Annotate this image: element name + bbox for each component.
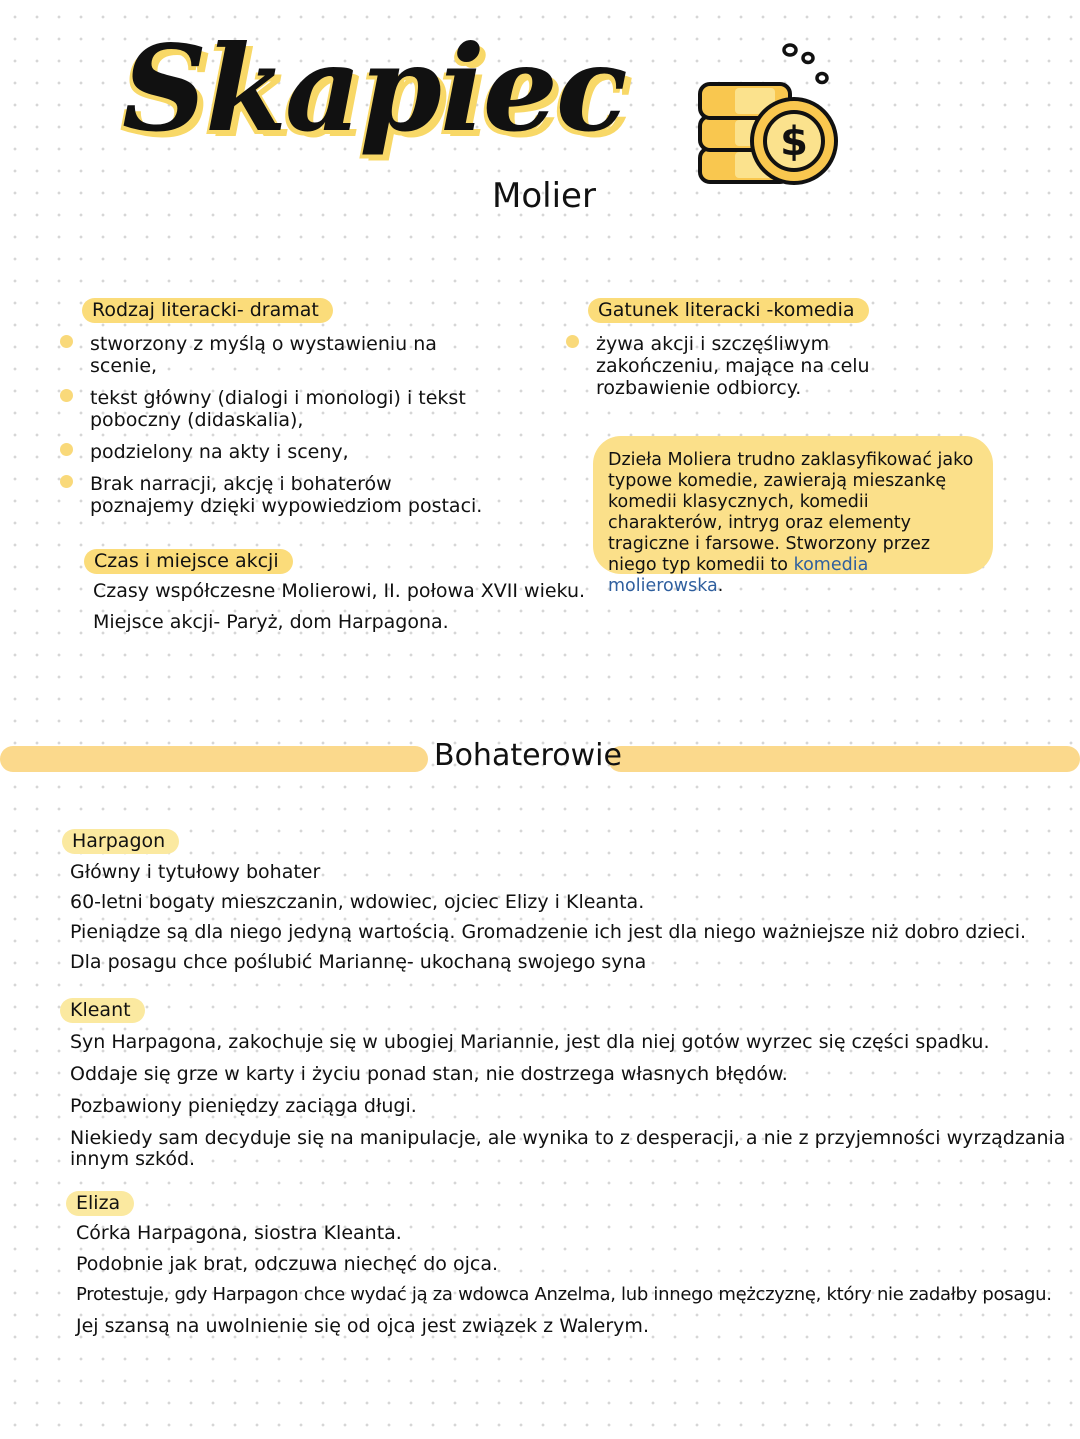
list-item: podzielony na akty i sceny,	[68, 441, 488, 463]
character-line: Protestuje, gdy Harpagon chce wydać ją za wdowca Anzelma, lub innego mężczyznę, który nie zadałby posagu.	[76, 1284, 1052, 1305]
type-label: Gatunek literacki -komedia	[588, 298, 869, 323]
type-list	[574, 333, 934, 409]
place-line: Miejsce akcji- Paryż, dom Harpagona.	[93, 611, 449, 633]
callout-text: Dzieła Moliera trudno zaklasyfikować jako typowe komedie, zawierają mieszankę komedii klasycznych, komedii charakterów, intryg oraz elementy tragiczne i farsowe. Stworzony przez niego typ komedii to	[608, 450, 974, 575]
character-line: innym szkód.	[70, 1148, 196, 1170]
svg-text:$: $	[780, 119, 808, 165]
time-label: Czas i miejsce akcji	[84, 549, 293, 574]
genre-label: Rodzaj literacki- dramat	[82, 298, 333, 323]
callout-term: komedia molierowska	[608, 555, 869, 596]
character-name-kleant: Kleant	[60, 998, 145, 1023]
author-name: Molier	[492, 176, 596, 216]
character-line: Jej szansą na uwolnienie się od ojca jest związek z Walerym.	[76, 1315, 649, 1337]
character-name-eliza: Eliza	[66, 1191, 134, 1216]
list-item: tekst główny (dialogi i monologi) i tekst poboczny (didaskalia),	[68, 387, 488, 431]
list-item: stworzony z myślą o wystawieniu na scenie,	[68, 333, 488, 377]
character-line: Oddaje się grze w karty i życiu ponad stan, nie dostrzega własnych błędów.	[70, 1063, 788, 1085]
character-line: Niekiedy sam decyduje się na manipulacje, ale wynika to z desperacji, a nie z przyjemności wyrządzania	[70, 1127, 1066, 1149]
character-line: Pozbawiony pieniędzy zaciąga długi.	[70, 1095, 417, 1117]
time-line: Czasy współczesne Molierowi, II. połowa XVII wieku.	[93, 580, 586, 602]
characters-heading: Bohaterowie	[434, 738, 622, 773]
coin-stack-icon	[690, 38, 850, 193]
section-divider-right	[608, 746, 1080, 772]
section-divider-left	[0, 746, 428, 772]
character-line: Córka Harpagona, siostra Kleanta.	[76, 1222, 402, 1244]
callout-end: .	[717, 576, 724, 596]
character-name-harpagon: Harpagon	[62, 829, 179, 854]
character-line: Syn Harpagona, zakochuje się w ubogiej Mariannie, jest dla niej gotów wyrzec się części spadku.	[70, 1031, 990, 1053]
list-item: Brak narracji, akcję i bohaterów poznajemy dzięki wypowiedziom postaci.	[68, 473, 488, 517]
character-line: Główny i tytułowy bohater	[70, 861, 321, 883]
genre-list	[68, 333, 488, 527]
character-line: Dla posagu chce poślubić Mariannę- ukochaną swojego syna	[70, 951, 647, 973]
character-line: Podobnie jak brat, odczuwa niechęć do ojca.	[76, 1253, 499, 1275]
page-title: Skapiec	[122, 19, 626, 158]
character-line: 60-letni bogaty mieszczanin, wdowiec, ojciec Elizy i Kleanta.	[70, 891, 645, 913]
callout-box	[593, 436, 993, 596]
list-item: żywa akcji i szczęśliwym zakończeniu, mające na celu rozbawienie odbiorcy.	[574, 333, 934, 399]
character-line: Pieniądze są dla niego jedyną wartością. Gromadzenie ich jest dla niego ważniejsze niż dobro dzieci.	[70, 921, 1027, 943]
